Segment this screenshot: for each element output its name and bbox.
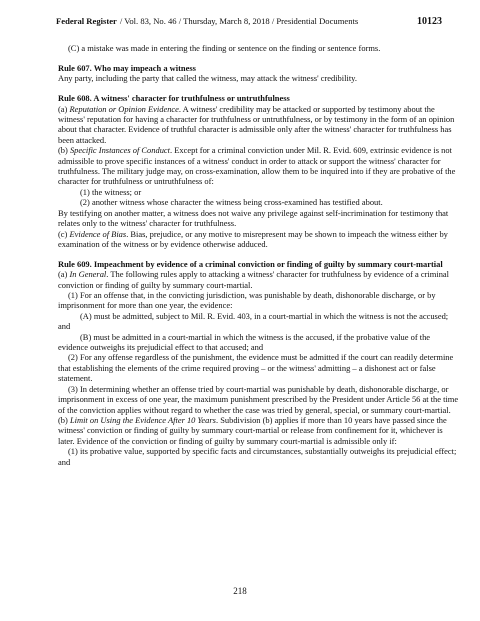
rule-609-a1A: (A) must be admitted, subject to Mil. R. Evid. 403, in a court-martial in which the witness is not the accused; and <box>58 310 449 332</box>
rule-608-b1: (1) the witness; or <box>80 186 142 197</box>
rule-607-title: Rule 607. Who may impeach a witness <box>58 62 196 73</box>
page-number: 10123 <box>417 16 442 27</box>
rule-609-a-heading: In General <box>69 269 107 280</box>
rule-609-title: Rule 609. Impeachment by evidence of a criminal conviction or finding of guilty by summary court-martial <box>58 258 443 269</box>
rule-609-b-heading: Limit on Using the Evidence After 10 Years <box>69 414 216 425</box>
rule-608-a: (a) Reputation or Opinion Evidence. A witness' credibility may be attacked or supported by testimony about the witness' reputation for having a character for truthfulness or untruthfulness, or by testimony in the form of an opinion about that character. Evidence of truthful character is admissible only after the witness' character for truthfulness has been attacked. <box>58 103 455 145</box>
page-footer-number: 218 <box>233 586 247 596</box>
rule-608-b2: (2) another witness whose character the witness being cross-examined has testified about. <box>80 197 383 208</box>
rule-609-b1: (1) its probative value, supported by specific facts and circumstances, substantially outweighs its prejudicial effect; and <box>58 446 457 467</box>
rule-608-a-heading: Reputation or Opinion Evidence <box>69 103 179 114</box>
rule-609-a2: (2) For any offense regardless of the punishment, the evidence must be admitted if the court can readily determine that establishing the elements of the crime required proving – or the witness' admitting – a dishonest act or false statement. <box>58 352 454 384</box>
rule-609-a1: (1) For an offense that, in the convicting jurisdiction, was punishable by death, dishonorable discharge, or by imprisonment for more than one year, the evidence: <box>58 290 436 311</box>
issue-info: / Vol. 83, No. 46 / Thursday, March 8, 2018 / Presidential Documents <box>119 16 359 26</box>
rule-607-text: Any party, including the party that called the witness, may attack the witness' credibility. <box>58 73 357 84</box>
intro-c-paragraph: (C) a mistake was made in entering the finding or sentence on the finding or sentence forms. <box>68 43 381 53</box>
page-header <box>56 16 442 30</box>
rule-609-a1B: (B) must be admitted in a court-martial in which the witness is the accused, if the probative value of the evidence outweighs its prejudicial effect to that accused; and <box>58 331 431 353</box>
rule-608-b-tail: By testifying on another matter, a witness does not waive any privilege against self-incrimination for testimony that relates only to the witness' character for truthfulness. <box>58 207 449 229</box>
rule-608-c: (c) Evidence of Bias. Bias, prejudice, or any motive to misrepresent may be shown to impeach the witness either by examination of the witness or by evidence otherwise adduced. <box>58 228 448 249</box>
document-body <box>58 43 460 467</box>
rule-609-a: (a) In General. The following rules apply to attacking a witness' character for truthfulness by evidence of a criminal conviction or finding of guilty by summary court-martial. <box>58 269 450 290</box>
rule-608-title: Rule 608. A witness' character for truthfulness or untruthfulness <box>58 93 290 104</box>
rule-608-c-heading: Evidence of Bias <box>69 228 127 239</box>
publication-name: Federal Register <box>56 16 117 26</box>
rule-609-b: (b) Limit on Using the Evidence After 10 Years. Subdivision (b) applies if more than 10 years have passed since the witness' conviction or finding of guilty by summary court-martial or release from confinement for it, whichever is later. Evidence of the conviction or finding of guilty by summary court-martial is admissible only if: <box>58 414 447 446</box>
rule-608-b-heading: Specific Instances of Conduct <box>69 145 171 156</box>
rule-608-b: (b) Specific Instances of Conduct. Except for a criminal conviction under Mil. R. Evid. 609, extrinsic evidence is not admissible to prove specific instances of a witness' conduct in order to attack or support the witness' character for truthfulness. The military judge may, on cross-examination, allow them to be inquired into if they are probative of the character for truthfulness or untruthfulness of: <box>58 145 456 187</box>
rule-609-a3: (3) In determining whether an offense tried by court-martial was punishable by death, dishonorable discharge, or imprisonment in excess of one year, the maximum punishment prescribed by the President under Article 56 at the time of the conviction applies without regard to whether the case was tried by general, special, or summary court-martial. <box>58 383 459 415</box>
